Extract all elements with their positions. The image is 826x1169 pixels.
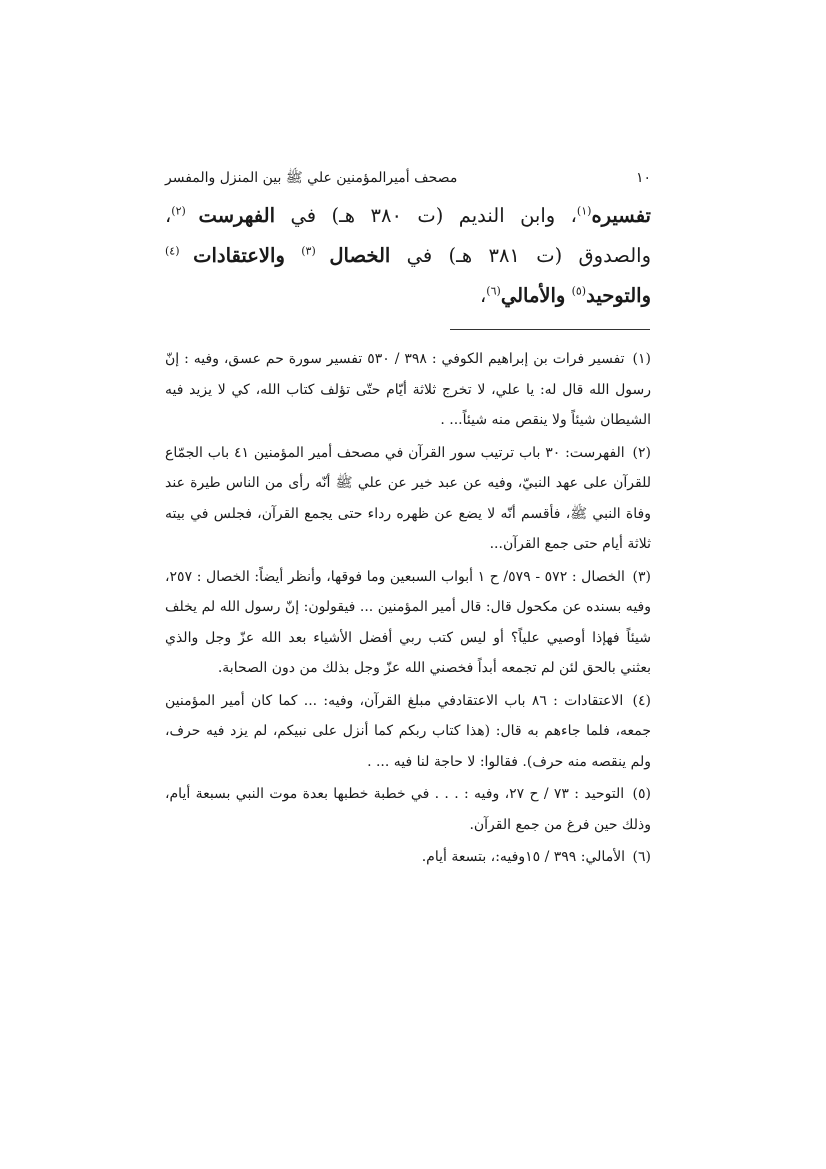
- emphasis-khisal: الخصال: [329, 244, 391, 267]
- footnote-text: الأمالي: ٣٩٩ / ١٥وفيه:، بتسعة أيام.: [421, 849, 626, 865]
- footnote-number: (٢): [632, 444, 651, 461]
- body-segment: ، وابن النديم (ت ٣٨٠ هـ) في: [275, 204, 577, 227]
- footnote-ref-5[interactable]: (٥): [571, 284, 587, 298]
- footnote-ref-3[interactable]: (٣): [301, 244, 330, 258]
- footnote-separator: [450, 329, 650, 330]
- footnote-text: الاعتقادات : ٨٦ باب الاعتقادفي مبلغ القرآن، وفيه: ... كما كان أمير المؤمنين جمعه، فلما جاءهم به قال: (هذا كتاب ربكم كما أنزل على نبيكم، لم يزد فيه حرف، ولم ينقصه منه حرف). فقالوا: لا حاجة لنا فيه ... .: [165, 692, 651, 770]
- footnote-number: (٦): [632, 849, 651, 865]
- footnote-6: [165, 842, 651, 873]
- footnote-text: تفسير فرات بن إبراهيم الكوفي : ٣٩٨ / ٥٣٠ تفسير سورة حم عسق، وفيه : إنّ رسول الله قال له: يا علي، لا تخرج ثلاثة أيّام حتّى تؤلف كتاب الله، كي لا يزيد فيه الشيطان شيئاً ولا ينقص منه شيئاً... .: [165, 351, 651, 428]
- footnote-text: التوحيد : ٧٣ / ح ٢٧، وفيه : . . . في خطبة خطبها بعدة موت النبي بسبعة أيام، وذلك حين فرغ من جمع القرآن.: [165, 786, 651, 833]
- footnote-4: [165, 686, 651, 778]
- emphasis-tawhid: والتوحيد: [586, 284, 651, 307]
- footnote-number: (٣): [632, 568, 651, 585]
- body-segment: ، والصدوق (ت ٣٨١ هـ) في: [165, 204, 651, 267]
- main-paragraph: [165, 196, 651, 316]
- emphasis-fihrist: الفهرست: [198, 204, 276, 227]
- footnote-number: (٤): [632, 692, 651, 709]
- page-number: ١٠: [635, 170, 651, 186]
- footnotes: [165, 344, 651, 875]
- body-segment: ،: [480, 284, 487, 307]
- body-segment: [285, 244, 301, 267]
- book-title: مصحف أميرالمؤمنين علي ﷺ بين المنزل والمفسر: [165, 170, 458, 186]
- footnote-ref-6[interactable]: (٦): [486, 284, 501, 298]
- footnote-ref-4[interactable]: (٤): [165, 244, 194, 258]
- running-header: [165, 166, 651, 190]
- footnote-1: [165, 344, 651, 436]
- emphasis-itiqadat: والاعتقادات: [193, 244, 285, 267]
- footnote-5: [165, 779, 651, 840]
- footnote-3: [165, 562, 651, 684]
- footnote-text: الخصال : ٥٧٢ - ٥٧٩/ ح ١ أبواب السبعين وما فوقها، وأنظر أيضاً: الخصال : ٢٥٧، وفيه بسنده عن مكحول قال: قال أمير المؤمنين ... فيقولون: إنّ رسول الله لم يخلف شيئاً فهإذا أوصيي علياً؟ أو ليس كتب ربي أفضل الأشياء بعد الله عزّ وجل والذي بعثني بالحق لئن لم تجمعه أبداً فخصني الله عزّ وجل بذلك من دون الصحابة.: [165, 568, 651, 676]
- emphasis-amali: والأمالي: [500, 284, 566, 307]
- footnote-number: (١): [632, 351, 651, 367]
- footnote-number: (٥): [632, 786, 651, 802]
- footnote-ref-2[interactable]: (٢): [171, 204, 199, 218]
- footnote-2: [165, 438, 651, 560]
- footnote-ref-1[interactable]: (١): [576, 204, 592, 218]
- footnote-text: الفهرست: ٣٠ باب ترتيب سور القرآن في مصحف أمير المؤمنين ٤١ باب الجمّاع للقرآن على عهد النبيّ، وفيه عن عبد خير عن علي ﷺ أنّه رأى من الناس طيرة عند وفاة النبي ﷺ، فأقسم أنّه لا يضع عن ظهره رداء حتى يجمع القرآن، فجلس في بيته ثلاثة أيام حتى جمع القرآن...: [165, 444, 651, 552]
- emphasis-tafsir: تفسيره: [591, 204, 651, 227]
